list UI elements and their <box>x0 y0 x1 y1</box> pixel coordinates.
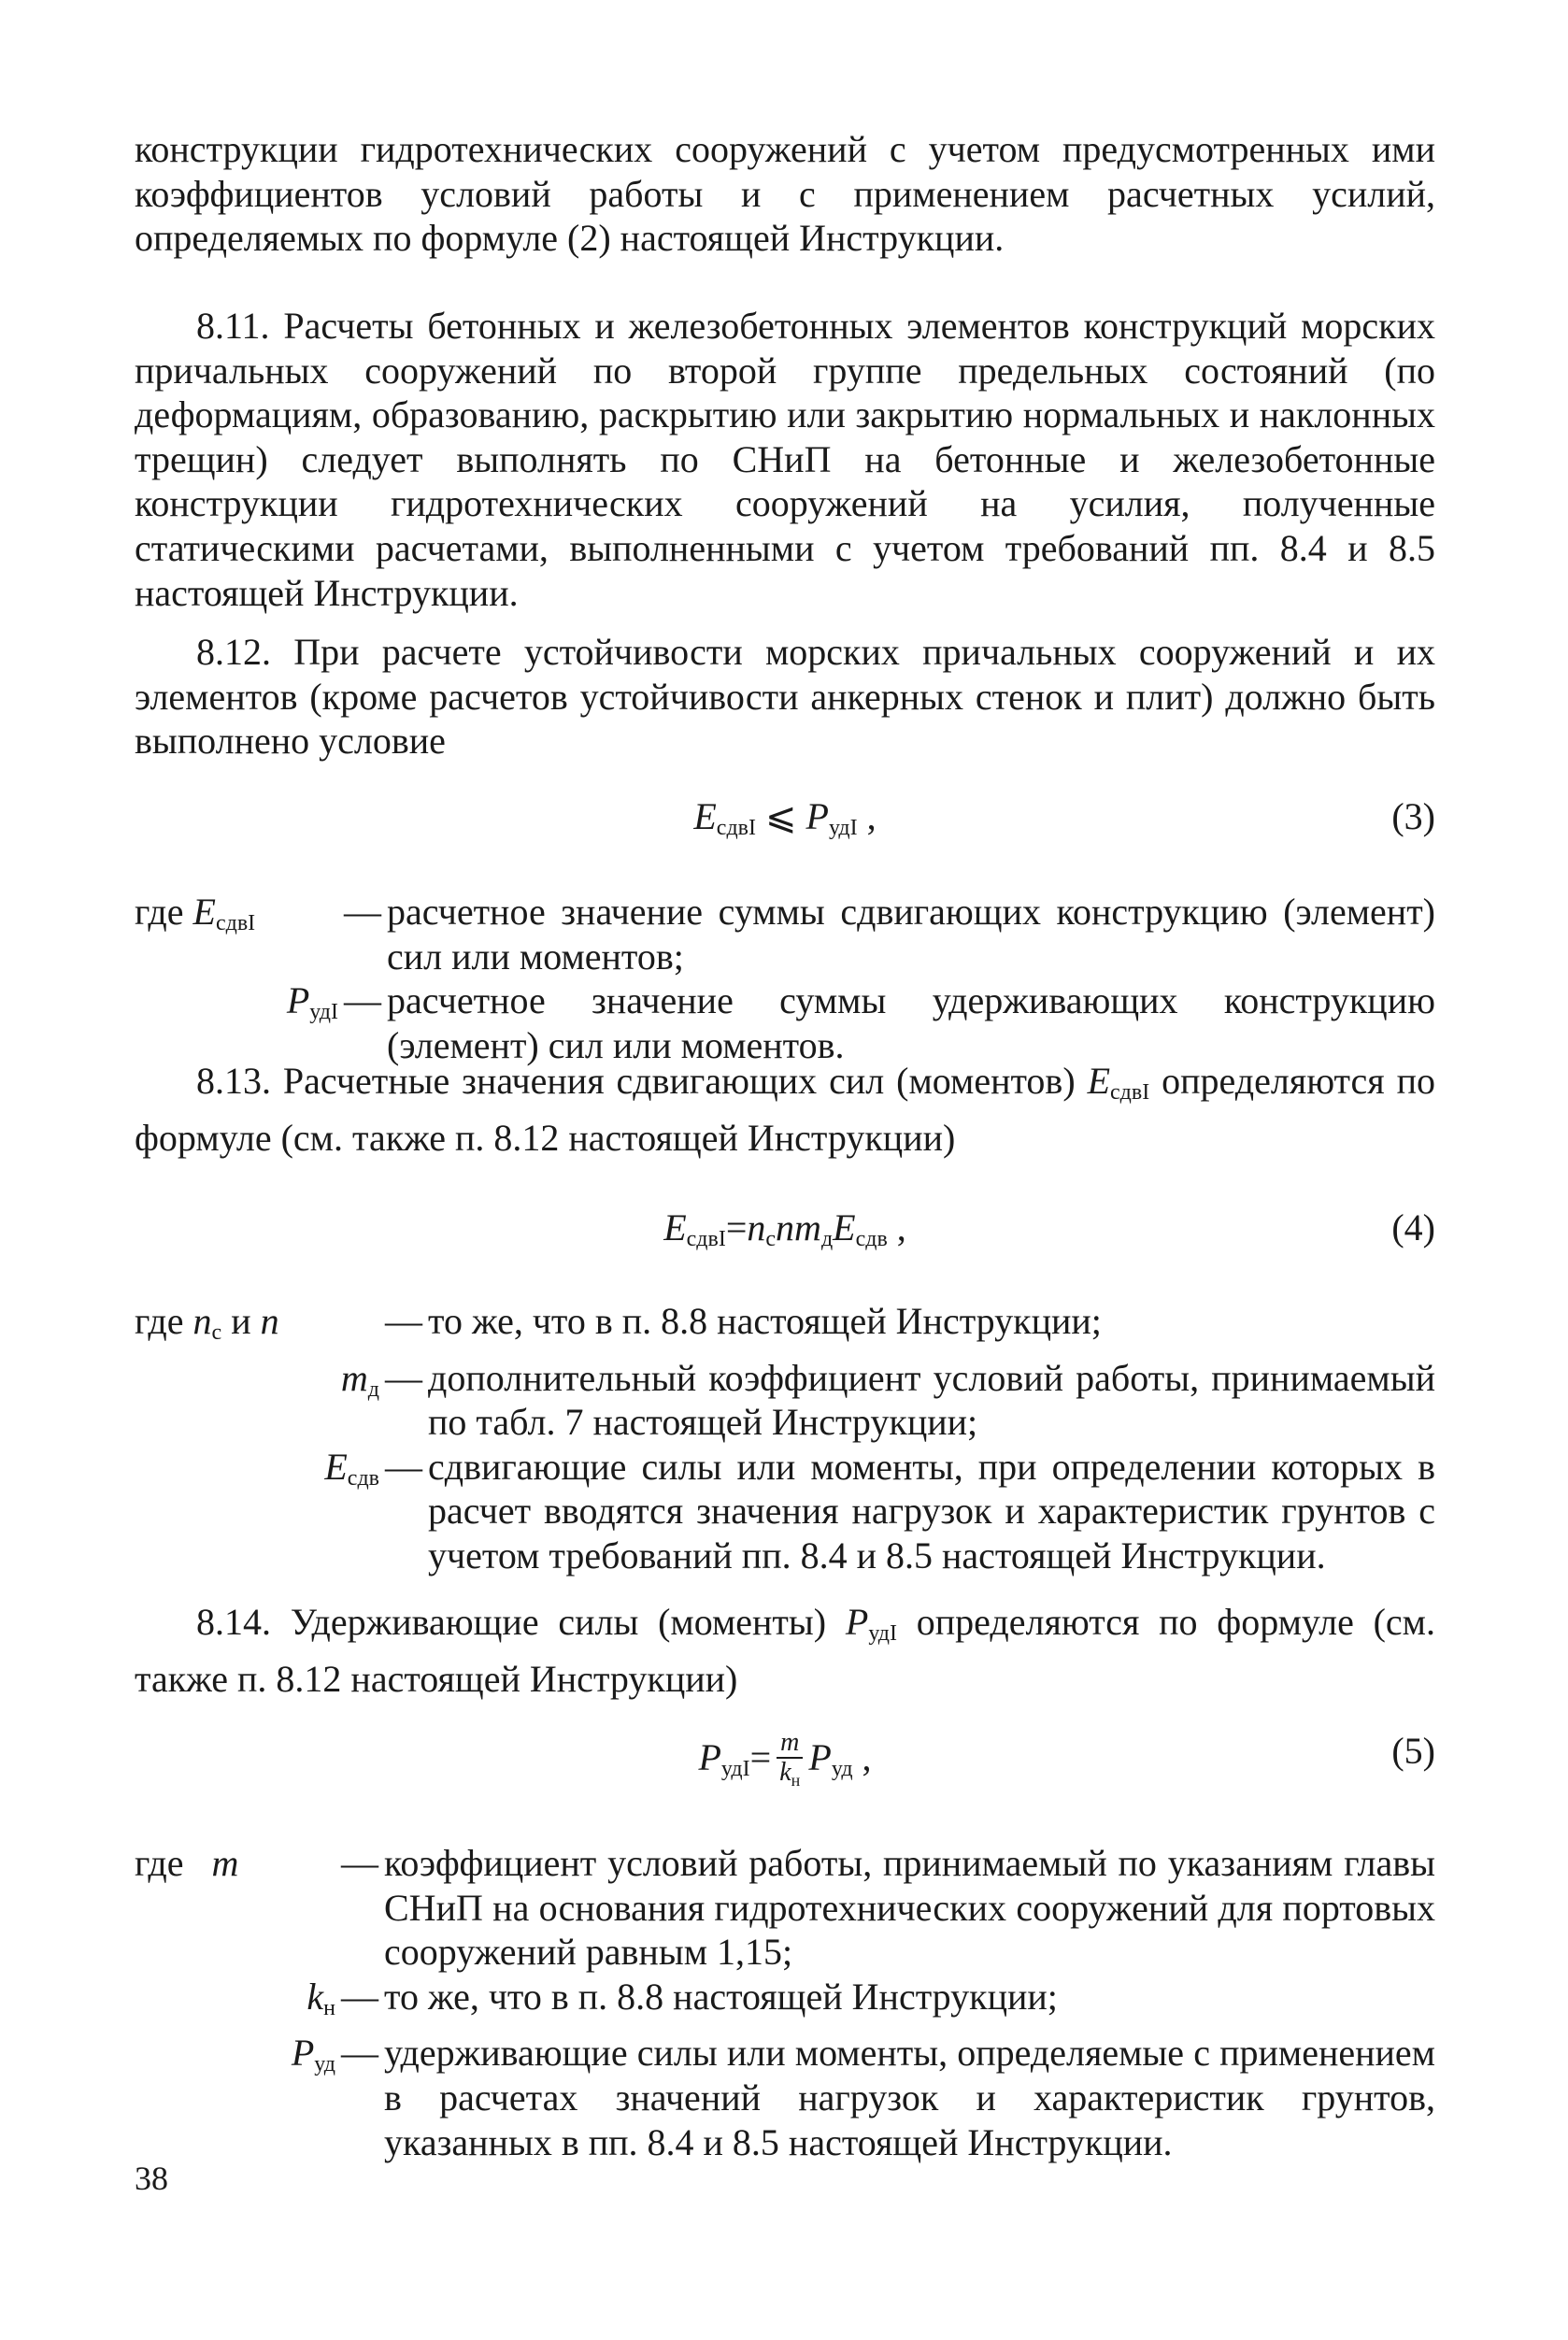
paragraph-intro: конструкции гидротехнических сооружений с учетом предусмотренных ими коэффициентов условий работы и с применением расчетных усилий, определяемых по формуле (2) настоящей Инструкции. <box>135 128 1435 260</box>
legend-formula-5 <box>135 1841 1435 2164</box>
formula-3 <box>135 794 1435 850</box>
formula-3-number: (3) <box>1391 795 1435 837</box>
formula-4-number: (4) <box>1391 1206 1435 1248</box>
page-number: 38 <box>135 2160 168 2197</box>
formula-4 <box>135 1206 1435 1262</box>
paragraph-8-12: 8.12. При расчете устойчивости морских причальных сооружений и их элементов (кроме расчетов устойчивости анкерных стенок и плит) должно быть выполнено условие <box>135 631 1435 763</box>
formula-5-number: (5) <box>1391 1730 1435 1772</box>
legend-row-P-udI: $P_{удI}$ — расчетное значение суммы удерживающих конструкцию (элемент) сил или моментов. <box>286 979 1435 1066</box>
legend-formula-3 <box>135 890 1435 1067</box>
paragraph-8-14: 8.14. Удерживающие силы (моменты) $P_{удI}$ определяются по формуле (см. также п. 8.12 настоящей Инструкции) <box>135 1601 1435 1700</box>
paragraph-8-11: 8.11. Расчеты бетонных и железобетонных элементов конструкций морских причальных сооружений по второй группе предельных состояний (по деформациям, образованию, раскрытию или закрытию нормальных и наклонных трещин) следует выполнять по СНиП на бетонные и железобетонные конструкции гидротехнических сооружений на усилия, полученные статическими расчетами, выполненными с учетом требований пп. 8.4 и 8.5 настоящей Инструкции. <box>135 305 1435 614</box>
legend-row-E-sdv: $E_{сдв}$ — сдвигающие силы или моменты, при определении которых в расчет вводятся значения нагрузок и характеристик грунтов с учетом требований пп. 8.4 и 8.5 настоящей Инструкции. <box>324 1445 1435 1577</box>
paragraph-8-13: 8.13. Расчетные значения сдвигающих сил (моментов) $E_{сдвI}$ определяются по формуле (см. также п. 8.12 настоящей Инструкции) <box>135 1060 1435 1159</box>
legend-row-P-ud: $P_{уд}$ — удерживающие силы или моменты, определяемые с применением в расчетах значений нагрузок и характеристик грунтов, указанных в пп. 8.4 и 8.5 настоящей Инструкции. <box>291 2032 1435 2163</box>
legend-row-E-sdvI: где $E_{сдвI}$ — расчетное значение суммы сдвигающих конструкцию (элемент) сил или моментов; <box>135 891 1435 977</box>
formula-3-expression: $E_{сдвI}$ ⩽ $P_{удI}$ , <box>693 795 877 840</box>
formula-4-expression: $E_{сдвI}=n_сnm_дE_{сдв}$ , <box>663 1206 906 1251</box>
formula-5-expression: $P_{удI}=$ $\frac{m}{k_н}$ $P_{уд}$ , <box>135 1729 1435 1794</box>
legend-row-md: $m_д$ — дополнительный коэффициент условий работы, принимаемый по табл. 7 настоящей Инструкции; <box>340 1356 1435 1444</box>
legend-row-m: где m — коэффициент условий работы, принимаемый по указаниям главы СНиП на основания гидротехнических сооружений для портовых сооружений равным 1,15; <box>135 1842 1435 1974</box>
legend-row-kn: $k_н$ — то же, что в п. 8.8 настоящей Инструкции; <box>306 1975 1058 2020</box>
legend-formula-4 <box>135 1299 1435 1578</box>
legend-row-nc-n: где $n_с$ и n — то же, что в п. 8.8 настоящей Инструкции; <box>135 1300 1102 1345</box>
formula-5 <box>135 1729 1435 1804</box>
fraction-m-over-kn: $\frac{m}{k_н}$ <box>777 1729 803 1794</box>
